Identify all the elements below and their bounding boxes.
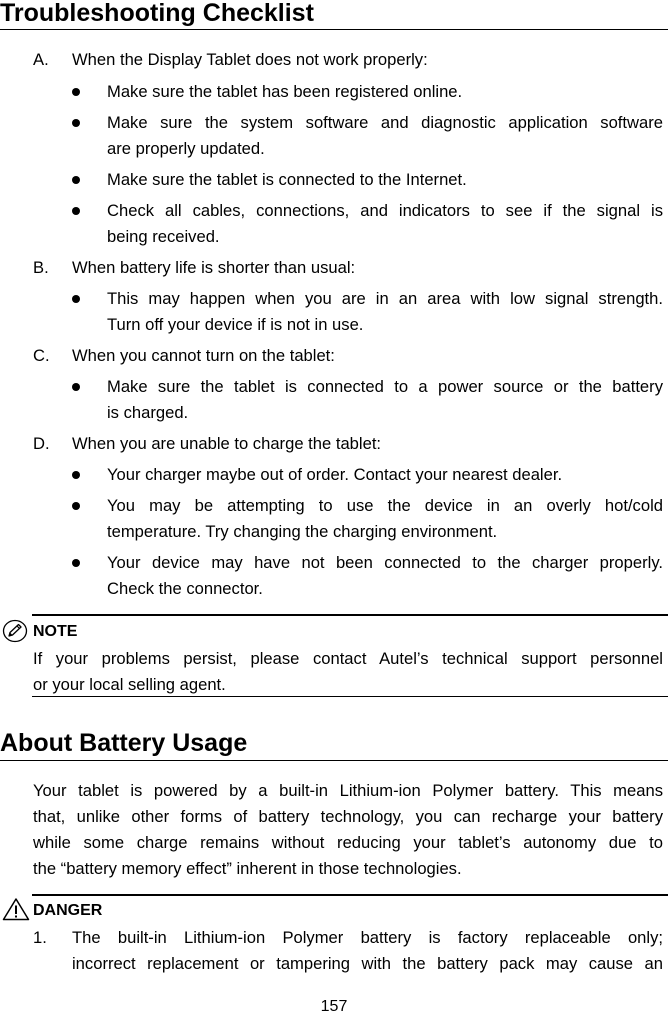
paragraph-line: that, unlike other forms of battery technology, you can recharge your battery xyxy=(33,807,663,826)
bullet-icon xyxy=(72,207,80,215)
note-bottom-rule xyxy=(32,696,668,697)
danger-text-line: The built-in Lithium-ion Polymer battery is factory replaceable only; xyxy=(72,928,663,947)
list-item-line: You may be attempting to use the device in an overly hot/cold xyxy=(107,496,663,515)
danger-item-number: 1. xyxy=(33,928,47,947)
list-item-line: being received. xyxy=(107,227,220,246)
danger-label: DANGER xyxy=(33,902,103,919)
list-item-line: temperature. Try changing the charging environment. xyxy=(107,522,498,541)
bullet-icon xyxy=(72,176,80,184)
list-item-line: Check all cables, connections, and indicators to see if the signal is xyxy=(107,201,663,220)
bullet-icon xyxy=(72,471,80,479)
list-item-line: Make sure the system software and diagnostic application software xyxy=(107,113,663,132)
group-a-heading: When the Display Tablet does not work properly: xyxy=(72,50,428,69)
note-label: NOTE xyxy=(33,623,78,640)
group-b-heading: When battery life is shorter than usual: xyxy=(72,258,356,277)
note-text-line: If your problems persist, please contact Autel’s technical support personnel xyxy=(33,649,663,668)
bullet-icon xyxy=(72,502,80,510)
bullet-icon xyxy=(72,88,80,96)
section-title-troubleshooting: Troubleshooting Checklist xyxy=(0,0,314,27)
danger-top-rule xyxy=(32,894,668,896)
danger-text-line: incorrect replacement or tampering with the battery pack may cause an xyxy=(72,954,663,973)
list-item-line: are properly updated. xyxy=(107,139,265,158)
paragraph-line: the “battery memory effect” inherent in those technologies. xyxy=(33,859,462,878)
group-b-letter: B. xyxy=(33,258,49,277)
note-text-line: or your local selling agent. xyxy=(33,675,226,694)
title-underline xyxy=(0,760,668,761)
group-c-heading: When you cannot turn on the tablet: xyxy=(72,346,335,365)
list-item: Make sure the tablet has been registered online. xyxy=(107,82,463,101)
list-item-line: Check the connector. xyxy=(107,579,263,598)
list-item: Your charger maybe out of order. Contact your nearest dealer. xyxy=(107,465,563,484)
list-item-line: Turn off your device if is not in use. xyxy=(107,315,364,334)
warning-triangle-icon xyxy=(2,897,30,921)
list-item-line: This may happen when you are in an area with low signal strength. xyxy=(107,289,663,308)
page-number: 157 xyxy=(320,998,348,1015)
list-item-line: Make sure the tablet is connected to a power source or the battery xyxy=(107,377,663,396)
group-d-letter: D. xyxy=(33,434,50,453)
group-c-letter: C. xyxy=(33,346,50,365)
bullet-icon xyxy=(72,383,80,391)
pencil-note-icon xyxy=(2,619,28,643)
list-item-line: is charged. xyxy=(107,403,189,422)
title-underline xyxy=(0,29,668,30)
list-item-line: Your device may have not been connected to the charger properly. xyxy=(107,553,663,572)
paragraph-line: Your tablet is powered by a built-in Lithium-ion Polymer battery. This means xyxy=(33,781,663,800)
section-title-battery-usage: About Battery Usage xyxy=(0,729,248,757)
bullet-icon xyxy=(72,295,80,303)
bullet-icon xyxy=(72,559,80,567)
list-item: Make sure the tablet is connected to the Internet. xyxy=(107,170,467,189)
note-top-rule xyxy=(32,614,668,616)
paragraph-line: while some charge remains without reducing your tablet’s autonomy due to xyxy=(33,833,663,852)
group-a-letter: A. xyxy=(33,50,49,69)
group-d-heading: When you are unable to charge the tablet: xyxy=(72,434,382,453)
bullet-icon xyxy=(72,119,80,127)
